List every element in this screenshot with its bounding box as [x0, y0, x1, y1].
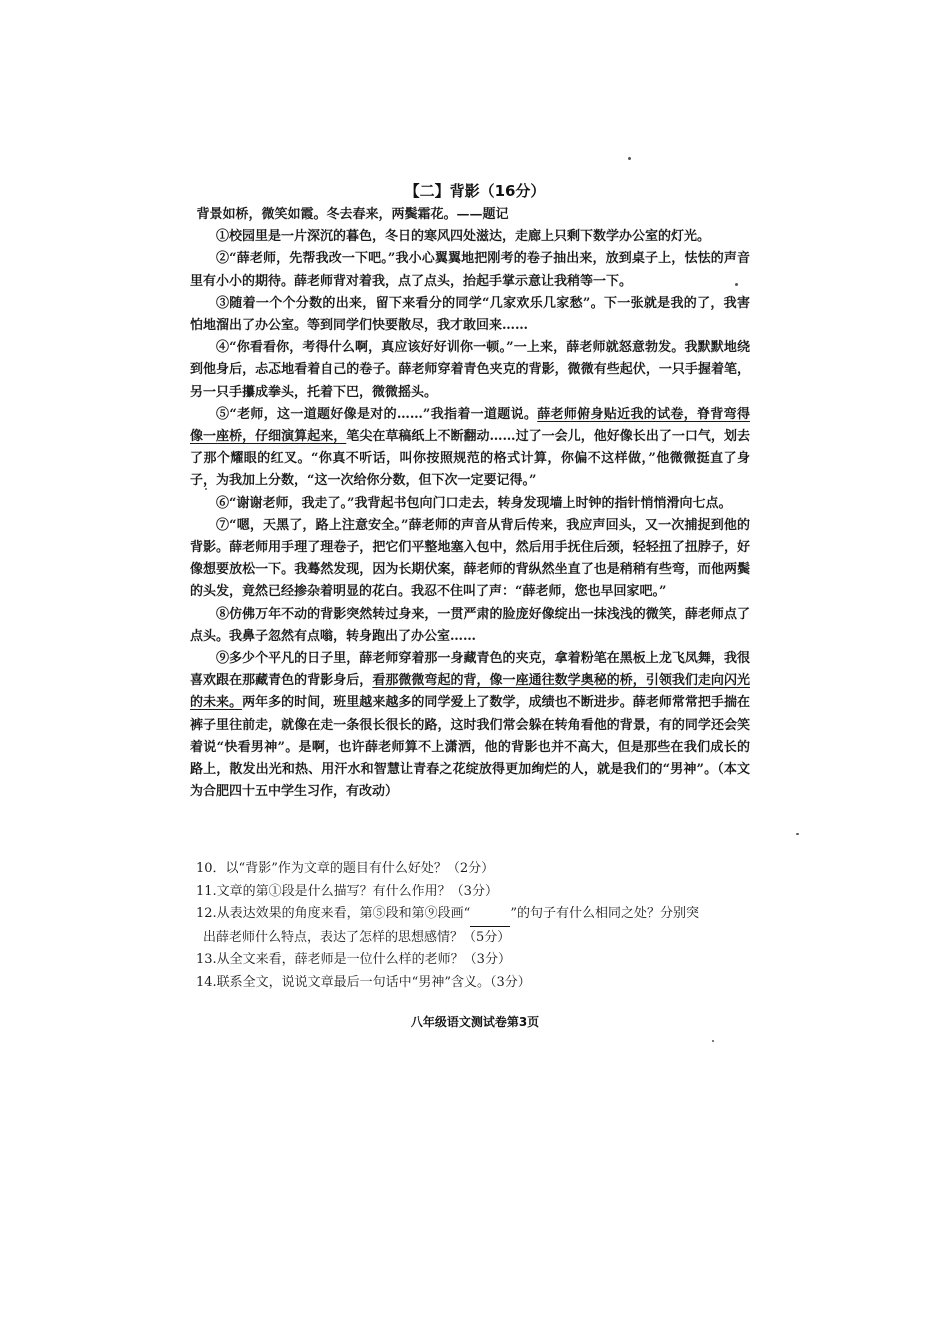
paragraph-1: ①校园里是一片深沉的暮色，冬日的寒风四处滋达，走廊上只剩下数学办公室的灯光。 [216, 229, 711, 245]
scan-speck [205, 488, 207, 490]
paragraph-8: ⑧仿佛万年不动的背影突然转过身来，一贯严肃的脸庞好像绽出一抹浅浅的微笑，薛老师点了点头。我鼻子忽然有点嗡，转身跑出了办公室…… [190, 606, 750, 644]
scan-speck [796, 833, 799, 835]
scan-speck [628, 157, 631, 160]
section-title: 【二】背影（16分） [404, 182, 546, 200]
scan-speck [735, 283, 738, 286]
paragraph-5-end: 笔尖在草稿纸上不断翻动……过了一会儿，他好像长出了一口气，划去了那个耀眼的红叉。“你真不听话，叫你按照规范的格式计算，你偏不这样做，”他微微挺直了身子，为我加上分数，“这一次给你分数，但下次一定要记得。” [190, 429, 750, 489]
page-footer: 八年级语文测试卷第3页 [410, 1015, 540, 1029]
paragraph-5-underlined-sentence: 薛老师俯身贴近我的试卷，脊背弯得像一座桥，仔细演算起来， [190, 406, 750, 445]
paragraph-5-start: ⑤“老师，这一道题好像是对的……”我指着一道题说。 [216, 406, 538, 422]
paragraph-3: ③随着一个个分数的出来，留下来看分的同学“几家欢乐几家愁”。下一张就是我的了，我害怕地溜出了办公室。等到同学们快要散尽，我才敢回来…… [190, 295, 750, 334]
paragraph-9-underlined-sentence: 看那微微弯起的背，像一座通往数学奥秘的桥，引领我们走向闪光的未来。 [190, 673, 750, 711]
paragraph-6: ⑥“谢谢老师，我走了。”我背起书包向门口走去，转身发现墙上时钟的指针悄悄滑向七点。 [216, 495, 732, 511]
paragraph-9 [190, 648, 750, 803]
source-note: （本文为合肥四十五中学生习作，有改动） [190, 762, 750, 800]
paragraph-9-start: ⑨多少个平凡的日子里，薛老师穿着那一身藏青色的夹克，拿着粉笔在黑板上龙飞凤舞，我很喜欢跟在那藏青色的背影身后， [190, 651, 750, 689]
paragraph-4: ④“你看看你，考得什么啊，真应该好好训你一顿。”一上来，薛老师就怒意勃发。我默默地绕到他身后，忐忑地看着自己的卷子。薛老师穿着青色夹克的背影，微微有些起伏，一只手握着笔，另一只手攥成拳头，托着下巴，微微摇头。 [190, 340, 750, 400]
question-12 [196, 903, 756, 949]
question-10: 10．以“背影”作为文章的题目有什么好处？（2分） [196, 861, 495, 876]
underline-blank [470, 903, 510, 927]
paragraph-5 [190, 404, 750, 493]
question-11: 11.文章的第①段是什么描写？有什么作用？（3分） [196, 883, 498, 899]
paragraph-2: ②“薛老师，先帮我改一下吧。”我小心翼翼地把刚考的卷子抽出来，放到桌子上，怯怯的声音里有小小的期待。薛老师背对着我，点了点头，抬起手掌示意让我稍等一下。 [190, 251, 750, 289]
epigraph: 背景如桥，微笑如霞。冬去春来，两鬓霜花。——题记 [196, 207, 509, 222]
question-13: 13.从全文来看，薛老师是一位什么样的老师？（3分） [196, 952, 511, 967]
paragraph-9-end: 两年多的时间，班里越来越多的同学爱上了数学，成绩也不断进步。薛老师常常把手揣在裤子里往前走，就像在走一条很长很长的路，这时我们常会躲在转角看他的背景，有的同学还会笑着说“快看男神”。是啊，也许薛老师算不上潇洒，他的背影也并不高大，但是那些在我们成长的路上，散发出光和热、用汗水和智慧让青春之花绽放得更加绚烂的人，就是我们的“男神”。 [190, 695, 750, 778]
question-12-part-3: 出薛老师什么特点，表达了怎样的思想感情？（5分） [203, 929, 511, 945]
question-list [196, 858, 756, 994]
paragraph-7: ⑦“嗯，天黑了，路上注意安全。”薛老师的声音从背后传来，我应声回头，又一次捕捉到他的背影。薛老师用手理了理卷子，把它们平整地塞入包中，然后用手抚住后颈，轻轻扭了扭脖子，好像想要放松一下。我蓦然发现，因为长期伏案，薛老师的背纵然坐直了也是稍稍有些弯，而他两鬓的头发，竟然已经掺杂着明显的花白。我忍不住叫了声：“薛老师，您也早回家吧。” [190, 517, 750, 600]
question-14: 14.联系全文，说说文章最后一句话中“男神”含义。（3分） [196, 974, 531, 990]
question-12-part-1: 12.从表达效果的角度来看，第⑤段和第⑨段画“ [196, 906, 471, 921]
reading-passage [190, 204, 750, 803]
scan-speck [712, 1040, 714, 1042]
question-12-part-2: ”的句子有什么相同之处？分别突 [510, 906, 699, 921]
